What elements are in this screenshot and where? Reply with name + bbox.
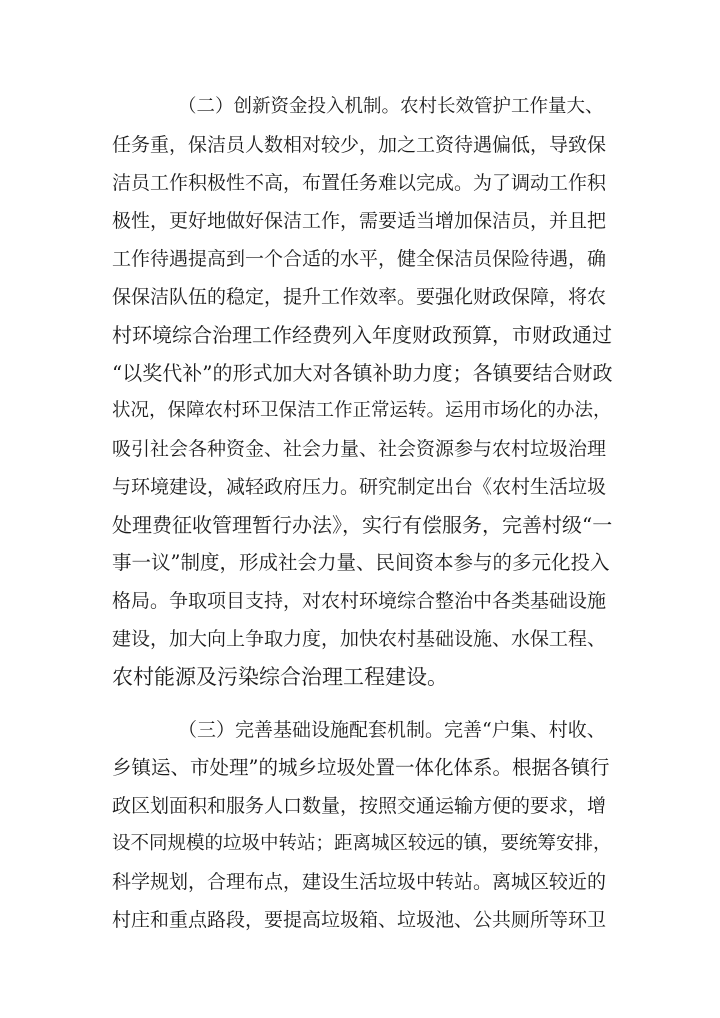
text-line: 保保洁队伍的稳定，提升工作效率。要强化财政保障，将农 — [112, 286, 607, 308]
text-line: 乡镇运、市处理”的城乡垃圾处置一体化体系。根据各镇行 — [112, 756, 610, 779]
text-line: 处理费征收管理暂行办法》，实行有偿服务，完善村级“一 — [112, 513, 613, 537]
text-line: 状况，保障农村环卫保洁工作正常运转。运用市场化的办法， — [112, 400, 612, 421]
text-line: 政区划面积和服务人口数量，按照交通运输方便的要求，增 — [112, 795, 607, 817]
text-line: 村环境综合治理工作经费列入年度财政预算，市财政通过 — [112, 323, 612, 347]
text-line: （二）创新资金投入机制。农村长效管护工作量大、 — [178, 96, 604, 117]
text-line: 科学规划，合理布点，建设生活垃圾中转站。离城区较近的 — [112, 871, 607, 893]
text-line: 事一议”制度，形成社会力量、民间资本参与的多元化投入 — [112, 551, 610, 574]
text-line: 农村能源及污染综合治理工程建设。 — [112, 665, 448, 689]
text-line: 格局。争取项目支持，对农村环境综合整治中各类基础设施 — [112, 590, 607, 612]
text-line: “以奖代补”的形式加大对各镇补助力度；各镇要结合财政 — [112, 361, 613, 385]
paragraph-funding-mechanism — [112, 88, 612, 696]
text-line: 吸引社会各种资金、社会力量、社会资源参与农村垃圾治理 — [112, 438, 607, 460]
text-line: 村庄和重点路段，要提高垃圾箱、垃圾池、公共厕所等环卫 — [112, 909, 607, 931]
text-line: 工作待遇提高到一个合适的水平，健全保洁员保险待遇，确 — [112, 248, 607, 270]
text-line: 洁员工作积极性不高，布置任务难以完成。为了调动工作积 — [112, 172, 607, 194]
text-line: 设不同规模的垃圾中转站；距离城区较远的镇，要统筹安排， — [112, 833, 612, 854]
text-line: （三）完善基础设施配套机制。完善“户集、村收、 — [178, 719, 606, 741]
text-line: 建设，加大向上争取力度，加快农村基础设施、水保工程、 — [112, 628, 607, 650]
text-line: 极性，更好地做好保洁工作，需要适当增加保洁员，并且把 — [112, 210, 607, 232]
paragraph-infrastructure-mechanism — [112, 711, 612, 939]
text-line: 任务重，保洁员人数相对较少，加之工资待遇偏低，导致保 — [112, 134, 607, 156]
text-line: 与环境建设，减轻政府压力。研究制定出台《农村生活垃圾 — [112, 476, 607, 498]
